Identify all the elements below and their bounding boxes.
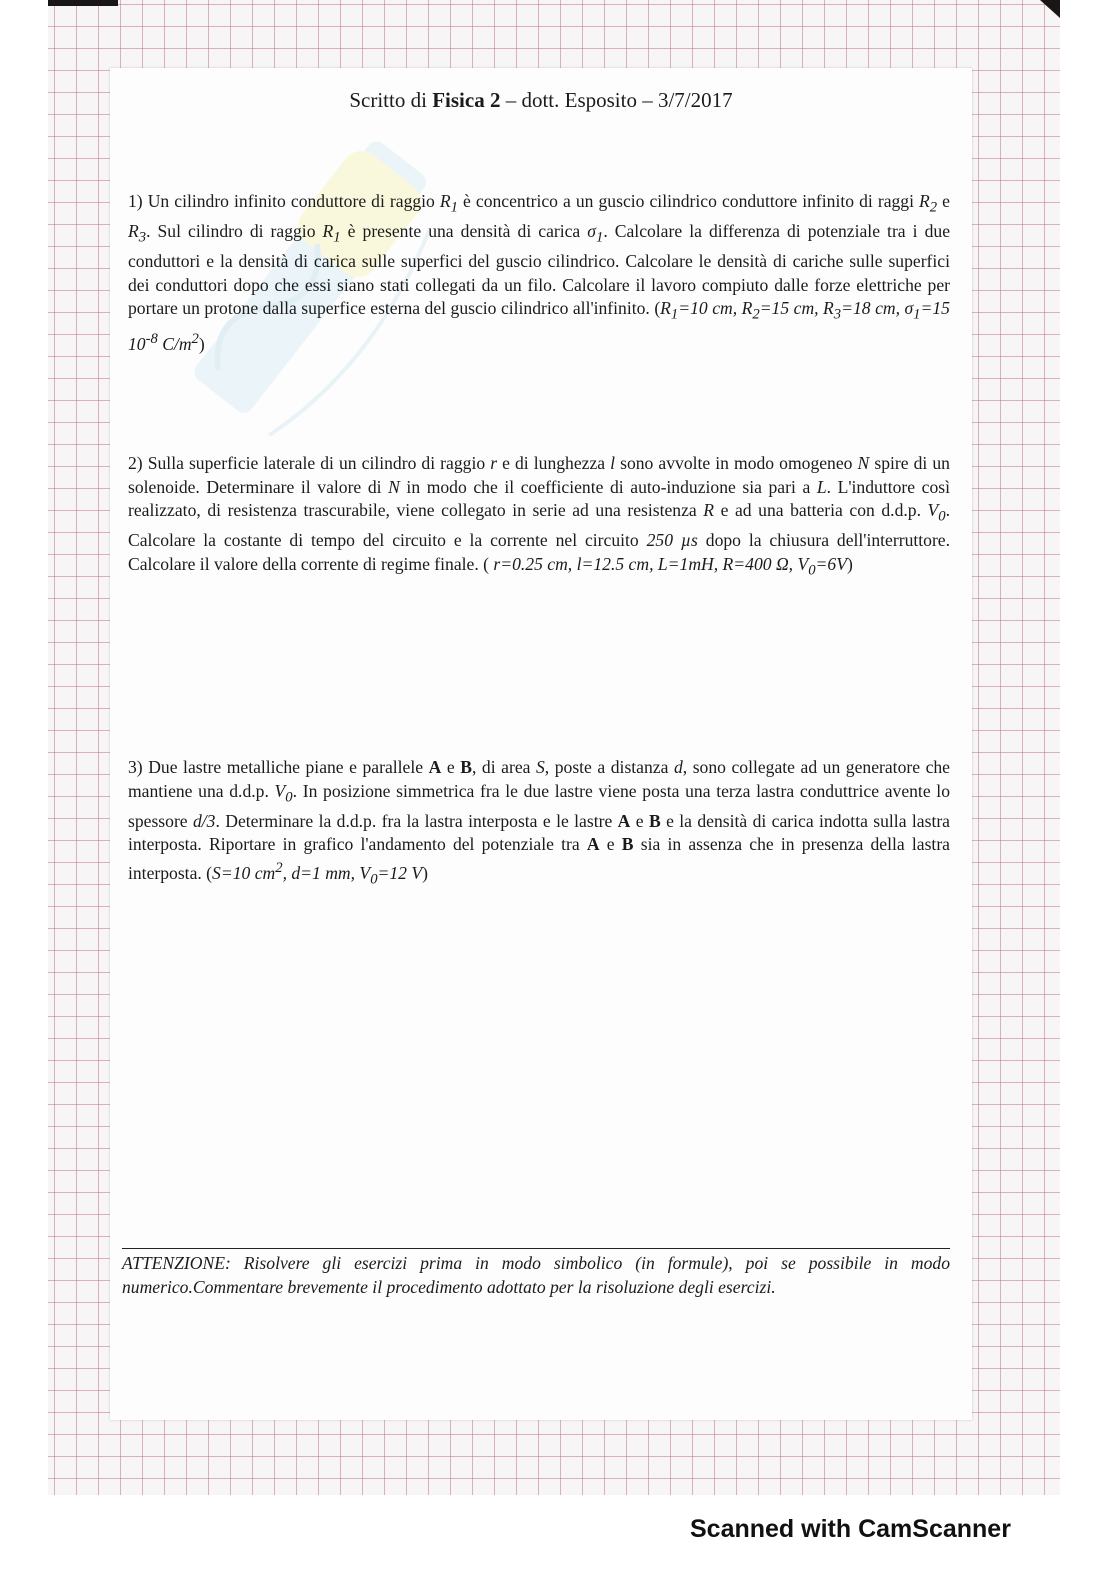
camscanner-footer: Scanned with CamScanner	[690, 1515, 1011, 1543]
problem-2: 2) Sulla superficie laterale di un cilindro di raggio r e di lunghezza l sono avvolte in modo omogeneo N spire di un solenoide. Determinare il valore di N in modo che il coefficiente di auto-induzione sia pari a L. L'induttore così realizzato, di resistenza trascurabile, viene collegato in serie ad una resistenza R e ad una batteria con d.d.p. $V_0$. Calcolare la costante di tempo del circuito e la corrente nel circuito 250 µs dopo la chiusura dell'interruttore. Calcolare il valore della corrente di regime finale. ( r=0.25 cm, l=12.5 cm, L=1mH, R=400 Ω, $V_0=6V$)	[128, 453, 951, 579]
problem-1: 1) Un cilindro infinito conduttore di raggio $R_1$ è concentrico a un guscio cilindrico conduttore infinito di raggi $R_2$ e $R_3$. Sul cilindro di raggio $R_1$ è presente una densità di carica $\sigma_1$. Calcolare la differenza di potenziale tra i due conduttori e la densità di carica sulle superfici del guscio cilindrico. Calcolare le densità di cariche sulle superfici dei conduttori dopo che essi siano stati collegati da un filo. Calcolare il lavoro compiuto dalle forze elettriche per portare un protone dalla superfice esterna del guscio cilindrico all'infinito. ($R_1=10$ cm, $R_2=15$ cm, $R_3=18$ cm, $\sigma_1=15$ $10^{-8}$ $C/m^2$)	[128, 191, 950, 354]
page-title: Scritto di Fisica 2 – dott. Esposito – 3/7/2017	[349, 88, 733, 112]
attention-note: ATTENZIONE: Risolvere gli esercizi prima in modo simbolico (in formule), poi se possibile in modo numerico.Commentare brevemente il procedimento adottato per la risoluzione degli esercizi.	[122, 1248, 950, 1299]
scan-edge-top-left	[48, 0, 118, 6]
problem-3: 3) Due lastre metalliche piane e parallele A e B, di area S, poste a distanza d, sono collegate ad un generatore che mantiene una d.d.p. $V_0$. In posizione simmetrica fra le due lastre viene posta una terza lastra conduttrice avente lo spessore d/3. Determinare la d.d.p. fra la lastra interposta e le lastre A e B e la densità di carica indotta sulla lastra interposta. Riportare in grafico l'andamento del potenziale tra A e B sia in assenza che in presenza della lastra interposta. (S=10 $cm^2$, d=1 mm, $V_0=12$ V)	[128, 757, 950, 888]
exam-sheet	[110, 68, 972, 1420]
